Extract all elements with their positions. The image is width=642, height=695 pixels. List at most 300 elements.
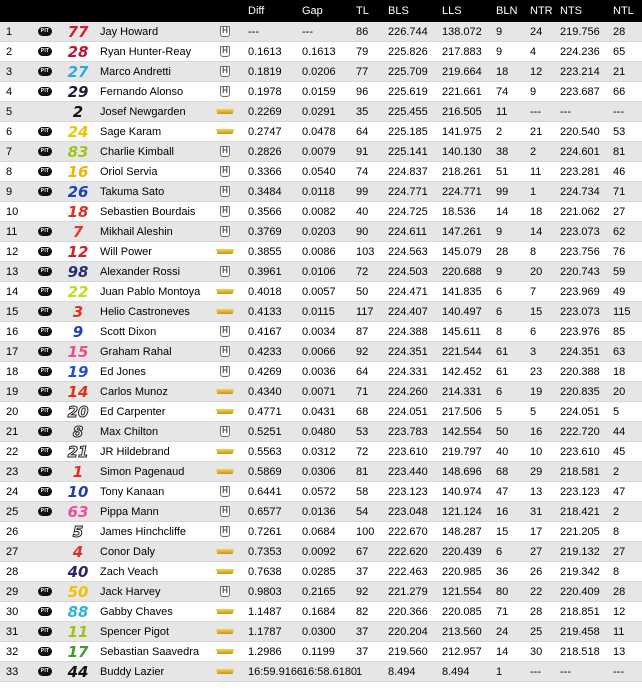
gap-value: 0.0540 (302, 165, 336, 178)
best-lap-speed: 221.279 (388, 585, 428, 598)
diff-value: 0.4269 (248, 365, 282, 378)
table-row[interactable] (0, 342, 642, 362)
position: 9 (6, 185, 13, 198)
pit-icon: PIT (38, 302, 52, 321)
position: 33 (6, 665, 19, 678)
table-row[interactable] (0, 282, 642, 302)
gap-value: 0.0071 (302, 385, 336, 398)
best-lap-speed: 224.503 (388, 265, 428, 278)
best-lap-speed: 225.709 (388, 65, 428, 78)
table-row[interactable] (0, 402, 642, 422)
driver-name[interactable]: Buddy Lazier (100, 665, 165, 678)
diff-value: 0.2826 (248, 145, 282, 158)
table-row[interactable] (0, 82, 642, 102)
no-tow-lap: 20 (613, 385, 626, 398)
car-number: 98 (67, 262, 89, 281)
car-number: 24 (67, 122, 89, 141)
no-tow-rank: 31 (530, 505, 543, 518)
best-lap-number: 1 (496, 665, 503, 678)
car-number: 1 (72, 462, 84, 481)
diff-value: 0.1613 (248, 45, 282, 58)
diff-value: 1.1487 (248, 605, 282, 618)
diff-value: 0.5251 (248, 425, 282, 438)
total-laps: 53 (356, 425, 369, 438)
last-lap-speed: 220.085 (442, 605, 482, 618)
driver-name[interactable]: Helio Castroneves (100, 305, 190, 318)
no-tow-lap: 59 (613, 265, 626, 278)
last-lap-speed: 121.124 (442, 505, 482, 518)
best-lap-number: 15 (496, 525, 509, 538)
position: 27 (6, 545, 19, 558)
header-lls[interactable]: LLS (442, 5, 462, 17)
last-lap-speed: 221.544 (442, 345, 482, 358)
no-tow-lap: 8 (613, 525, 620, 538)
position: 17 (6, 345, 19, 358)
pit-icon: PIT (38, 282, 52, 301)
best-lap-speed: 223.610 (388, 445, 428, 458)
last-lap-speed: 220.439 (442, 545, 482, 558)
driver-name[interactable]: Will Power (100, 245, 152, 258)
header-gap[interactable]: Gap (302, 5, 323, 17)
position: 11 (6, 225, 18, 238)
no-tow-rank: 3 (530, 345, 537, 358)
no-tow-rank: 2 (530, 145, 537, 158)
gap-value: 0.0057 (302, 285, 336, 298)
no-tow-speed: 223.281 (560, 165, 600, 178)
gap-value: 0.0203 (302, 225, 336, 238)
driver-name[interactable]: Sage Karam (100, 125, 162, 138)
chevrolet-logo-icon (214, 282, 236, 301)
no-tow-speed: 219.756 (560, 25, 600, 38)
last-lap-speed: 217.883 (442, 45, 482, 58)
car-number: 88 (67, 602, 89, 621)
no-tow-lap: 2 (613, 465, 620, 478)
table-row[interactable] (0, 542, 642, 562)
pit-icon: PIT (38, 422, 52, 441)
no-tow-speed: 219.132 (560, 545, 600, 558)
table-row[interactable] (0, 642, 642, 662)
best-lap-speed: 224.725 (388, 205, 428, 218)
car-number: 40 (67, 562, 89, 581)
table-row[interactable] (0, 222, 642, 242)
best-lap-number: 74 (496, 85, 509, 98)
no-tow-rank: 1 (530, 185, 537, 198)
position: 24 (6, 485, 19, 498)
header-diff[interactable]: Diff (248, 5, 265, 17)
driver-name[interactable]: Oriol Servia (100, 165, 158, 178)
total-laps: 37 (356, 565, 369, 578)
table-row[interactable] (0, 162, 642, 182)
last-lap-speed: 140.130 (442, 145, 482, 158)
driver-name[interactable]: Fernando Alonso (100, 85, 184, 98)
best-lap-speed: 223.123 (388, 485, 428, 498)
best-lap-number: 8 (496, 325, 503, 338)
last-lap-speed: 145.079 (442, 245, 482, 258)
driver-name[interactable]: Mikhail Aleshin (100, 225, 173, 238)
no-tow-rank: 5 (530, 405, 537, 418)
diff-value: 0.7353 (248, 545, 282, 558)
driver-name[interactable]: Marco Andretti (100, 65, 171, 78)
best-lap-number: 6 (496, 385, 503, 398)
best-lap-speed: 220.366 (388, 605, 428, 618)
no-tow-lap: 85 (613, 325, 626, 338)
driver-name[interactable]: Ryan Hunter-Reay (100, 45, 192, 58)
pit-icon: PIT (38, 322, 52, 341)
pit-icon: PIT (38, 222, 52, 241)
last-lap-speed: 141.835 (442, 285, 482, 298)
last-lap-speed: 140.497 (442, 305, 482, 318)
driver-name[interactable]: Spencer Pigot (100, 625, 170, 638)
best-lap-number: 24 (496, 625, 509, 638)
best-lap-speed: 225.619 (388, 85, 428, 98)
position: 16 (6, 325, 19, 338)
pit-icon: PIT (38, 642, 52, 661)
no-tow-lap: 47 (613, 485, 626, 498)
gap-value: 0.0066 (302, 345, 336, 358)
gap-value: 0.0684 (302, 525, 336, 538)
driver-name[interactable]: Jay Howard (100, 25, 159, 38)
diff-value: 1.2986 (248, 645, 282, 658)
diff-value: 0.7638 (248, 565, 282, 578)
no-tow-lap: 71 (613, 185, 626, 198)
last-lap-speed: 148.287 (442, 525, 482, 538)
honda-logo-icon (214, 142, 236, 161)
driver-name[interactable]: Gabby Chaves (100, 605, 173, 618)
honda-logo-icon (214, 62, 236, 81)
best-lap-number: 40 (496, 445, 509, 458)
best-lap-speed: 225.141 (388, 145, 428, 158)
table-row[interactable] (0, 422, 642, 442)
last-lap-speed: 219.664 (442, 65, 482, 78)
driver-name[interactable]: Alexander Rossi (100, 265, 181, 278)
diff-value: 0.6577 (248, 505, 282, 518)
total-laps: 90 (356, 225, 369, 238)
last-lap-speed: 142.554 (442, 425, 482, 438)
driver-name[interactable]: James Hinchcliffe (100, 525, 186, 538)
gap-value: 0.0306 (302, 465, 336, 478)
car-number: 18 (67, 202, 89, 221)
last-lap-speed: 216.505 (442, 105, 482, 118)
no-tow-rank: --- (530, 105, 541, 118)
last-lap-speed: 145.611 (442, 325, 481, 338)
no-tow-rank: 23 (530, 365, 543, 378)
no-tow-lap: --- (613, 105, 624, 118)
car-number: 16 (67, 162, 89, 181)
header-bln[interactable]: BLN (496, 5, 518, 17)
honda-logo-icon (214, 482, 236, 501)
car-number: 3 (72, 302, 84, 321)
no-tow-rank: 22 (530, 585, 543, 598)
driver-name[interactable]: Josef Newgarden (100, 105, 186, 118)
position: 7 (6, 145, 13, 158)
table-header (0, 0, 642, 22)
last-lap-speed: 221.661 (442, 85, 482, 98)
car-number: 22 (67, 282, 89, 301)
driver-name[interactable]: Zach Veach (100, 565, 159, 578)
diff-value: 1.1787 (248, 625, 282, 638)
last-lap-speed: 213.560 (442, 625, 482, 638)
table-row[interactable] (0, 322, 642, 342)
car-number: 20 (67, 402, 89, 421)
honda-logo-icon (214, 222, 236, 241)
no-tow-speed: 223.969 (560, 285, 600, 298)
total-laps: 68 (356, 405, 369, 418)
diff-value: 0.4018 (248, 285, 282, 298)
table-row[interactable] (0, 602, 642, 622)
no-tow-rank: 13 (530, 485, 543, 498)
best-lap-number: 68 (496, 465, 509, 478)
driver-name[interactable]: Pippa Mann (100, 505, 159, 518)
car-number: 15 (67, 342, 89, 361)
diff-value: 0.2269 (248, 105, 282, 118)
honda-logo-icon (214, 522, 236, 541)
best-lap-number: 36 (496, 565, 509, 578)
driver-name[interactable]: Ed Jones (100, 365, 146, 378)
table-row[interactable] (0, 182, 642, 202)
table-row[interactable] (0, 362, 642, 382)
driver-name[interactable]: Juan Pablo Montoya (100, 285, 201, 298)
table-row[interactable] (0, 262, 642, 282)
last-lap-speed: 141.975 (442, 125, 482, 138)
table-row[interactable] (0, 42, 642, 62)
pit-icon: PIT (38, 382, 52, 401)
last-lap-speed: 18.536 (442, 205, 476, 218)
no-tow-rank: 4 (530, 45, 537, 58)
last-lap-speed: 147.261 (442, 225, 482, 238)
driver-name[interactable]: Charlie Kimball (100, 145, 174, 158)
gap-value: 0.0115 (302, 305, 335, 318)
chevrolet-logo-icon (214, 662, 236, 681)
table-row[interactable] (0, 202, 642, 222)
last-lap-speed: 140.974 (442, 485, 482, 498)
no-tow-rank: 6 (530, 325, 537, 338)
diff-value: 0.1819 (248, 65, 282, 78)
car-number: 21 (67, 442, 89, 461)
total-laps: 86 (356, 25, 369, 38)
driver-name[interactable]: Jack Harvey (100, 585, 161, 598)
honda-logo-icon (214, 162, 236, 181)
table-row[interactable] (0, 62, 642, 82)
header-ntr[interactable]: NTR (530, 5, 553, 17)
best-lap-speed: 223.440 (388, 465, 428, 478)
honda-logo-icon (214, 82, 236, 101)
pit-icon: PIT (38, 362, 52, 381)
diff-value: 0.7261 (248, 525, 282, 538)
driver-name[interactable]: Sebastien Bourdais (100, 205, 196, 218)
car-number: 5 (72, 522, 84, 541)
no-tow-speed: 219.342 (560, 565, 600, 578)
total-laps: 117 (356, 305, 374, 318)
no-tow-speed: 222.720 (560, 425, 600, 438)
best-lap-speed: 224.051 (388, 405, 428, 418)
gap-value: 0.1684 (302, 605, 336, 618)
driver-name[interactable]: Simon Pagenaud (100, 465, 185, 478)
no-tow-speed: 224.051 (560, 405, 600, 418)
pit-icon: PIT (38, 342, 52, 361)
pit-icon: PIT (38, 502, 52, 521)
no-tow-speed: 219.458 (560, 625, 600, 638)
best-lap-speed: 225.826 (388, 45, 428, 58)
total-laps: 71 (356, 385, 369, 398)
no-tow-lap: 27 (613, 545, 626, 558)
gap-value: 0.0136 (302, 505, 336, 518)
position: 5 (6, 105, 13, 118)
gap-value: 0.0118 (302, 185, 335, 198)
best-lap-number: 9 (496, 45, 503, 58)
pit-icon: PIT (38, 582, 52, 601)
position: 28 (6, 565, 19, 578)
driver-name[interactable]: Conor Daly (100, 545, 156, 558)
position: 30 (6, 605, 19, 618)
total-laps: 72 (356, 265, 369, 278)
table-row[interactable] (0, 482, 642, 502)
table-row[interactable] (0, 382, 642, 402)
position: 26 (6, 525, 19, 538)
table-row[interactable] (0, 462, 642, 482)
best-lap-speed: 225.455 (388, 105, 428, 118)
total-laps: 64 (356, 365, 369, 378)
pit-icon: PIT (38, 62, 52, 81)
no-tow-speed: 223.687 (560, 85, 600, 98)
no-tow-speed: 224.351 (560, 345, 600, 358)
no-tow-lap: 13 (613, 645, 626, 658)
no-tow-lap: 12 (613, 605, 626, 618)
driver-name[interactable]: Graham Rahal (100, 345, 172, 358)
header-bls[interactable]: BLS (388, 5, 409, 17)
driver-name[interactable]: JR Hildebrand (100, 445, 170, 458)
no-tow-rank: 24 (530, 25, 543, 38)
table-body (0, 22, 642, 682)
position: 8 (6, 165, 13, 178)
gap-value: 0.0572 (302, 485, 336, 498)
table-row[interactable] (0, 302, 642, 322)
no-tow-rank: 17 (530, 525, 543, 538)
last-lap-speed: 142.452 (442, 365, 482, 378)
chevrolet-logo-icon (214, 122, 236, 141)
table-row[interactable] (0, 582, 642, 602)
no-tow-speed: 223.123 (560, 485, 600, 498)
no-tow-rank: 10 (530, 445, 543, 458)
driver-name[interactable]: Scott Dixon (100, 325, 157, 338)
total-laps: 40 (356, 205, 369, 218)
best-lap-number: 61 (496, 345, 509, 358)
table-row[interactable] (0, 442, 642, 462)
driver-name[interactable]: Takuma Sato (100, 185, 165, 198)
gap-value: 0.0206 (302, 65, 336, 78)
table-row[interactable] (0, 22, 642, 42)
pit-icon: PIT (38, 622, 52, 641)
diff-value: 0.4771 (248, 405, 282, 418)
gap-value: 0.0431 (302, 405, 336, 418)
chevrolet-logo-icon (214, 642, 236, 661)
total-laps: 99 (356, 185, 369, 198)
table-row[interactable] (0, 522, 642, 542)
total-laps: 82 (356, 605, 369, 618)
best-lap-number: 2 (496, 125, 503, 138)
last-lap-speed: 219.797 (442, 445, 482, 458)
last-lap-speed: 138.072 (442, 25, 482, 38)
best-lap-speed: 224.563 (388, 245, 428, 258)
table-row[interactable] (0, 102, 642, 122)
gap-value: 0.0079 (302, 145, 336, 158)
no-tow-lap: 62 (613, 225, 626, 238)
driver-name[interactable]: Sebastian Saavedra (100, 645, 200, 658)
total-laps: 96 (356, 85, 369, 98)
best-lap-speed: 224.611 (388, 225, 427, 238)
best-lap-speed: 223.048 (388, 505, 428, 518)
table-row[interactable] (0, 502, 642, 522)
no-tow-lap: 65 (613, 45, 626, 58)
diff-value: 0.6441 (248, 485, 282, 498)
no-tow-lap: 66 (613, 85, 626, 98)
honda-logo-icon (214, 322, 236, 341)
table-row[interactable] (0, 142, 642, 162)
header-ntl[interactable]: NTL (613, 5, 634, 17)
no-tow-rank: 21 (530, 125, 543, 138)
no-tow-rank: 29 (530, 465, 543, 478)
table-row[interactable] (0, 562, 642, 582)
no-tow-rank: 9 (530, 85, 537, 98)
driver-name[interactable]: Max Chilton (100, 425, 159, 438)
header-nts[interactable]: NTS (560, 5, 582, 17)
diff-value: 0.4340 (248, 385, 282, 398)
position: 21 (6, 425, 19, 438)
no-tow-speed: 220.743 (560, 265, 600, 278)
no-tow-lap: 18 (613, 365, 626, 378)
last-lap-speed: 220.985 (442, 565, 482, 578)
header-tl[interactable]: TL (356, 5, 369, 17)
position: 3 (6, 65, 13, 78)
last-lap-speed: 217.506 (442, 405, 482, 418)
total-laps: 100 (356, 525, 375, 538)
no-tow-lap: 76 (613, 245, 626, 258)
diff-value: 0.3769 (248, 225, 282, 238)
car-number: 77 (67, 22, 89, 41)
car-number: 63 (67, 502, 89, 521)
total-laps: 37 (356, 645, 369, 658)
table-row[interactable] (0, 662, 642, 682)
position: 10 (6, 205, 19, 218)
driver-name[interactable]: Carlos Munoz (100, 385, 168, 398)
chevrolet-logo-icon (214, 542, 236, 561)
position: 32 (6, 645, 19, 658)
diff-value: 0.3855 (248, 245, 282, 258)
best-lap-speed: 224.837 (388, 165, 428, 178)
no-tow-speed: 223.610 (560, 445, 600, 458)
no-tow-lap: 5 (613, 405, 620, 418)
gap-value: 0.0291 (302, 105, 336, 118)
gap-value: --- (302, 25, 313, 38)
diff-value: 0.1978 (248, 85, 282, 98)
driver-name[interactable]: Tony Kanaan (100, 485, 165, 498)
diff-value: 0.3366 (248, 165, 282, 178)
last-lap-speed: 121.554 (442, 585, 482, 598)
no-tow-lap: 63 (613, 345, 626, 358)
pit-icon: PIT (38, 162, 52, 181)
honda-logo-icon (214, 362, 236, 381)
position: 13 (6, 265, 19, 278)
gap-value: 0.0034 (302, 325, 336, 338)
table-row[interactable] (0, 242, 642, 262)
table-row[interactable] (0, 622, 642, 642)
driver-name[interactable]: Ed Carpenter (100, 405, 166, 418)
total-laps: 37 (356, 625, 369, 638)
table-row[interactable] (0, 122, 642, 142)
chevrolet-logo-icon (214, 602, 236, 621)
no-tow-lap: 81 (613, 145, 626, 158)
position: 19 (6, 385, 19, 398)
gap-value: 0.0478 (302, 125, 336, 138)
